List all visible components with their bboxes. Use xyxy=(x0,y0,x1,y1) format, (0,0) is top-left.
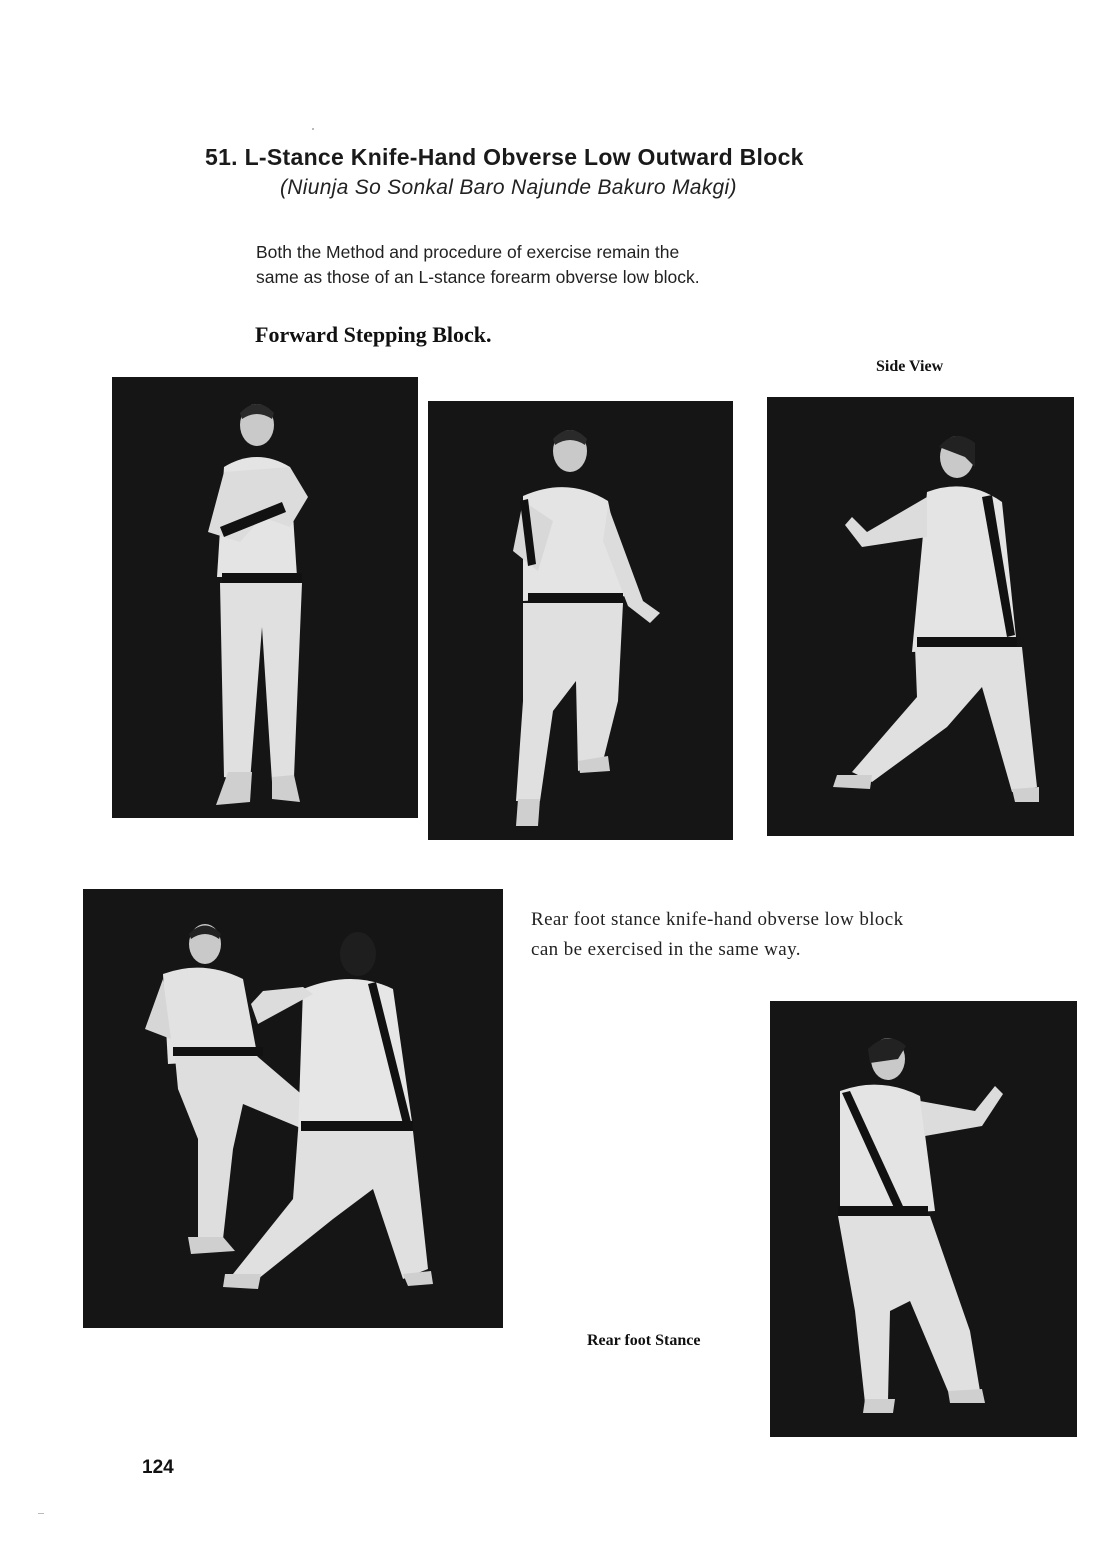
rear-foot-line-2: can be exercised in the same way. xyxy=(531,939,801,960)
forward-stepping-heading: Forward Stepping Block. xyxy=(255,322,492,347)
photo-side-view-block xyxy=(767,397,1074,836)
page-number: 124 xyxy=(142,1457,174,1478)
intro-paragraph xyxy=(256,240,916,290)
rear-foot-paragraph xyxy=(531,905,1051,965)
photo-partner-block xyxy=(83,889,503,1328)
section-title: 51. L-Stance Knife-Hand Obverse Low Outward Block xyxy=(205,144,804,170)
intro-line-1: Both the Method and procedure of exercise remain the xyxy=(256,242,680,262)
scan-speck xyxy=(312,128,314,130)
section-subtitle: (Niunja So Sonkal Baro Najunde Bakuro Makgi) xyxy=(280,176,737,199)
photo-rear-foot-stance xyxy=(770,1001,1077,1437)
rear-foot-line-1: Rear foot stance knife-hand obverse low block xyxy=(531,909,904,930)
photo-ready-stance xyxy=(112,377,418,818)
photo-stepping-motion xyxy=(428,401,733,840)
side-view-caption: Side View xyxy=(876,358,944,375)
scan-speck xyxy=(38,1513,44,1514)
intro-line-2: same as those of an L-stance forearm obverse low block. xyxy=(256,267,700,287)
rear-foot-caption: Rear foot Stance xyxy=(587,1332,701,1349)
